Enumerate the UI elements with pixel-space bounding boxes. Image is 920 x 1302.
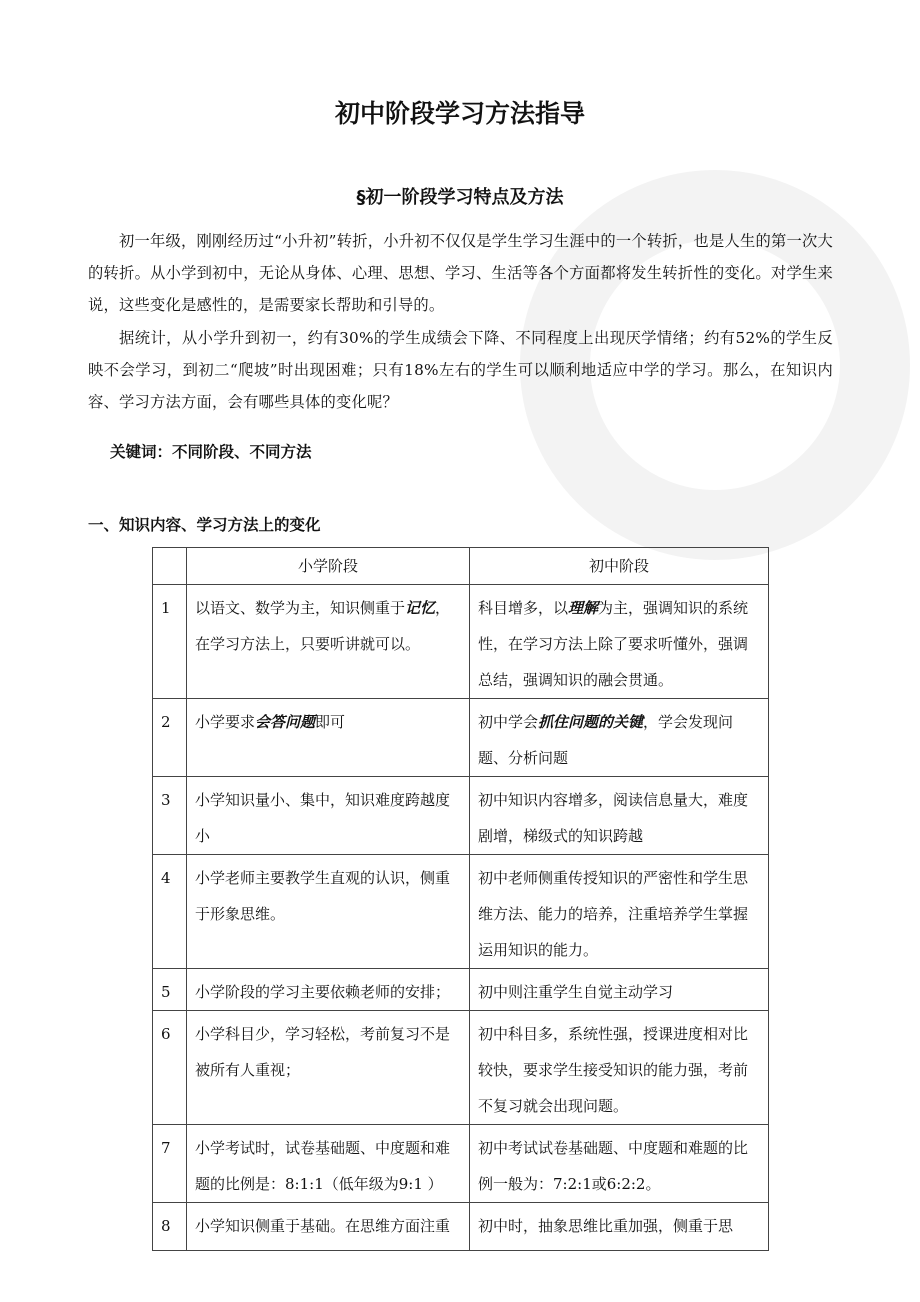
row-number: 1 [153, 585, 187, 699]
cell-text: 为主，强调知识的系统性，在学习方法上除了要求听懂外，强调总结，强调知识的融会贯通。 [478, 599, 749, 689]
middle-stage-cell [470, 1125, 769, 1203]
middle-stage-cell [470, 1203, 769, 1251]
emphasized-text: 理解 [568, 599, 599, 617]
middle-stage-cell [470, 855, 769, 969]
table-row [153, 969, 769, 1011]
row-number: 2 [153, 699, 187, 777]
cell-text: 小学知识量小、集中，知识难度跨越度小 [195, 791, 451, 845]
row-number: 5 [153, 969, 187, 1011]
emphasized-text: 抓住问题的关键 [538, 713, 644, 731]
row-number: 6 [153, 1011, 187, 1125]
cell-text: 初中老师侧重传授知识的严密性和学生思维方法、能力的培养，注重培养学生掌握运用知识的能力。 [478, 869, 749, 959]
keywords: 关键词：不同阶段、不同方法 [110, 443, 312, 461]
cell-text: 即可 [315, 713, 346, 731]
primary-stage-cell [187, 585, 470, 699]
row-number: 4 [153, 855, 187, 969]
table-row [153, 585, 769, 699]
section-heading: 一、知识内容、学习方法上的变化 [88, 516, 321, 534]
cell-text: 小学要求 [195, 713, 256, 731]
middle-stage-cell [470, 1011, 769, 1125]
cell-text: 初中时，抽象思维比重加强，侧重于思 [478, 1217, 734, 1235]
intro-paragraph: 初一年级，刚刚经历过“小升初”转折，小升初不仅仅是学生学习生涯中的一个转折，也是人生的第一次大的转折。从小学到初中，无论从身体、心理、思想、学习、生活等各个方面都将发生转折性的变化。对学生来说，这些变化是感性的，是需要家长帮助和引导的。 [88, 232, 833, 314]
table-header-row [153, 548, 769, 585]
row-number: 3 [153, 777, 187, 855]
cell-text: 小学知识侧重于基础。在思维方面注重 [195, 1217, 451, 1235]
header-middle: 初中阶段 [470, 548, 769, 585]
middle-stage-cell [470, 777, 769, 855]
statistics-paragraph: 据统计，从小学升到初一，约有30%的学生成绩会下降、不同程度上出现厌学情绪；约有52%的学生反映不会学习，到初二“爬坡”时出现困难；只有18%左右的学生可以顺利地适应中学的学习。那么，在知识内容、学习方法方面，会有哪些具体的变化呢？ [88, 329, 833, 411]
comparison-table [152, 547, 769, 1251]
cell-text: 初中则注重学生自觉主动学习 [478, 983, 674, 1001]
middle-stage-cell [470, 585, 769, 699]
row-number: 8 [153, 1203, 187, 1251]
middle-stage-cell [470, 699, 769, 777]
table-row [153, 1203, 769, 1251]
cell-text: ，在学习方法上，只要听讲就可以。 [195, 599, 451, 653]
emphasized-text: 会答问题 [255, 713, 316, 731]
cell-text: 初中科目多，系统性强，授课进度相对比较快，要求学生接受知识的能力强，考前不复习就会出现问题。 [478, 1025, 749, 1115]
table-row [153, 1125, 769, 1203]
header-num [153, 548, 187, 585]
table-row [153, 777, 769, 855]
cell-text: 初中考试试卷基础题、中度题和难题的比例一般为：7:2:1或6:2:2。 [478, 1139, 749, 1193]
cell-text: ，学会发现问题、分析问题 [478, 713, 734, 767]
table-row [153, 1011, 769, 1125]
cell-text: 小学老师主要教学生直观的认识，侧重于形象思维。 [195, 869, 451, 923]
primary-stage-cell [187, 855, 470, 969]
row-number: 7 [153, 1125, 187, 1203]
primary-stage-cell [187, 699, 470, 777]
table-row [153, 855, 769, 969]
cell-text: 小学科目少，学习轻松，考前复习不是被所有人重视； [195, 1025, 451, 1079]
cell-text: 小学阶段的学习主要依赖老师的安排； [195, 983, 451, 1001]
table-row [153, 699, 769, 777]
cell-text: 科目增多，以 [478, 599, 569, 617]
emphasized-text: 记忆 [405, 599, 436, 617]
cell-text: 以语文、数学为主，知识侧重于 [195, 599, 406, 617]
primary-stage-cell [187, 1203, 470, 1251]
primary-stage-cell [187, 777, 470, 855]
page-title: 初中阶段学习方法指导 [334, 99, 585, 128]
cell-text: 初中学会 [478, 713, 539, 731]
section-subtitle: §初一阶段学习特点及方法 [356, 187, 564, 208]
cell-text: 初中知识内容增多，阅读信息量大，难度剧增，梯级式的知识跨越 [478, 791, 749, 845]
cell-text: 小学考试时，试卷基础题、中度题和难题的比例是：8:1:1（低年级为9:1 ） [195, 1139, 451, 1193]
middle-stage-cell [470, 969, 769, 1011]
header-primary: 小学阶段 [187, 548, 470, 585]
primary-stage-cell [187, 1011, 470, 1125]
primary-stage-cell [187, 1125, 470, 1203]
primary-stage-cell [187, 969, 470, 1011]
